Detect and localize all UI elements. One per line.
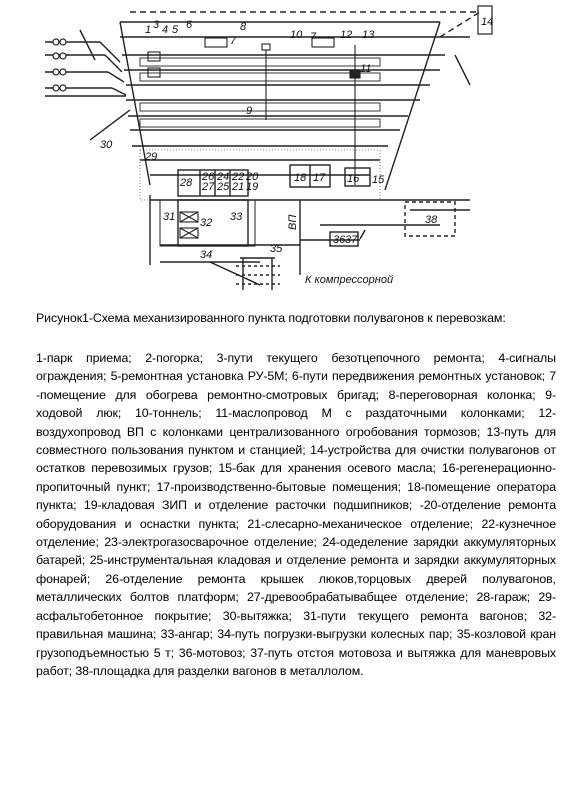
label-6: 6 [186, 19, 193, 31]
label-36: 36 [333, 234, 346, 246]
label-vp: ВП [287, 214, 299, 230]
label-24: 24 [217, 171, 230, 183]
label-1: 1 [145, 24, 152, 36]
label-8: 8 [240, 21, 247, 33]
label-35: 35 [270, 243, 283, 255]
label-38: 38 [425, 214, 438, 226]
figure-legend: 1-парк приема; 2-погорка; 3-пути текущего безотцепочного ремонта; 4-сигналы ограждения; 5-ремонтная установка РУ-5М; 6-пути передвижения ремонтных установок; 7 -помещение для обогрева ремонтно-смотровых бригад; 8-переговорная колонка; 9-ходовой люк; 10-тоннель; 11-маслопровод М с раздаточными колонками; 12-воздухопровод ВП с колонками централизованного огробования тормозов; 13-путь для совместного пользования пунктом и станцией; 14-устройства для очистки полувагонов от остатков перевозимых грузов; 15-бак для хранения осевого масла; 16-регенерационно-пропиточный пункт; 17-производственно-бытовые помещения; 18-помещение оператора пункта; 19-кладовая ЗИП и отделение расточки подшипников; -20-отделение ремонта оборудования и оснастки пункта; 21-слесарно-механическое отделение; 22-кузнечное отделение; 23-электрогазосварочное отделение; 24-одеделение зарядки аккумуляторных батарей; 25-инструментальная кладовая и отделение ремонта и зарядки аккумуляторных фонарей; 26-отделение ремонта крышек люков,торцовых дверей полувагонов, металлических болтов платформ; 27-древообрабатывабщее отделение; 28-гараж; 29-асфальтобетонное покрытие; 30-вытяжка; 31-пути текущего ремонта вагонов; 32-правильная машина; 33-ангар; 34-путь погрузки-выгрузки колесных пар; 35-козловой кран грузоподъемностью 5 т; 36-мотовоз; 37-путь отстоя мотовоза и вытяжка для маневровых работ; 38-площадка для разделки вагонов в металлолом. [36, 351, 556, 678]
label-17: 17 [313, 172, 326, 184]
label-33: 33 [230, 211, 243, 223]
label-16: 16 [347, 173, 360, 185]
label-37: 37 [345, 234, 358, 246]
label-32: 32 [200, 217, 213, 229]
label-29: 29 [145, 151, 158, 163]
label-21: 21 [232, 181, 245, 193]
label-22: 22 [232, 171, 245, 183]
signals [53, 39, 66, 91]
label-31: 31 [163, 211, 176, 223]
label-7b: 7 [310, 31, 317, 43]
label-11: 11 [360, 63, 372, 75]
label-18: 18 [294, 172, 307, 184]
label-7: 7 [230, 35, 237, 47]
label-27: 27 [202, 181, 215, 193]
label-20: 20 [246, 171, 259, 183]
label-4: 4 [162, 24, 169, 36]
label-34: 34 [200, 249, 213, 261]
label-13: 13 [362, 29, 375, 41]
label-30: 30 [100, 139, 113, 151]
railway-scheme-diagram [0, 0, 579, 300]
figure-caption: Рисунок1-Схема механизированного пункта подготовки полувагонов к перевозкам: [36, 311, 506, 325]
label-9: 9 [246, 105, 253, 117]
label-15: 15 [372, 174, 385, 186]
label-26: 26 [202, 171, 215, 183]
label-14: 14 [481, 16, 494, 28]
label-25: 25 [217, 181, 230, 193]
label-10: 10 [290, 29, 303, 41]
label-28: 28 [180, 177, 193, 189]
label-12: 12 [340, 29, 353, 41]
label-19: 19 [246, 181, 259, 193]
label-3: 3 [153, 19, 160, 31]
label-5: 5 [172, 24, 179, 36]
label-compressor: К компрессорной [305, 274, 394, 286]
